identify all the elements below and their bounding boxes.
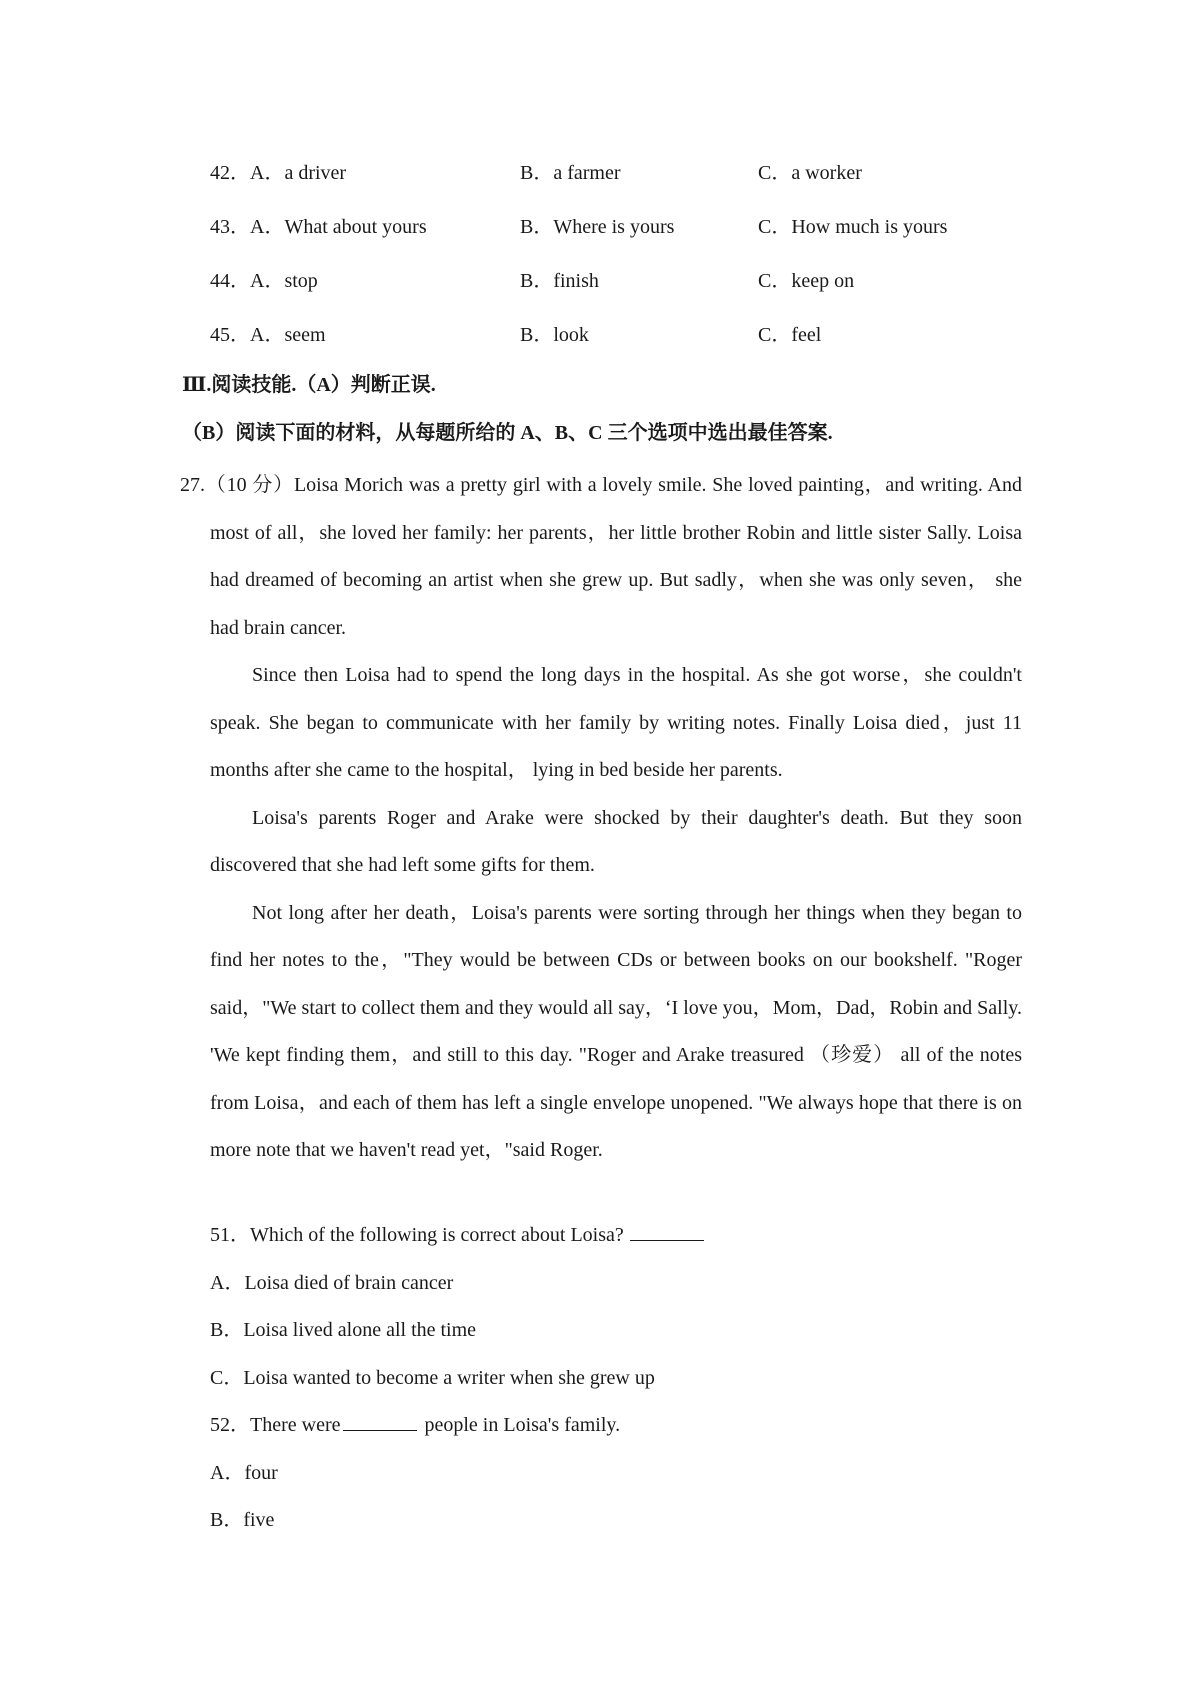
option-42-c: C．a worker xyxy=(758,162,862,184)
option-45-c: C．feel xyxy=(758,324,822,346)
option-row-45 xyxy=(210,320,1030,350)
question-51-option-c: C．Loisa wanted to become a writer when she grew up xyxy=(210,1366,655,1389)
option-43-a: 43．A．What about yours xyxy=(210,216,427,238)
option-43-b: B．Where is yours xyxy=(520,216,675,238)
answer-blank-52 xyxy=(343,1410,417,1431)
option-44-c: C．keep on xyxy=(758,270,855,292)
question-52-option-b: B．five xyxy=(210,1509,275,1531)
option-row-42 xyxy=(210,158,1030,188)
option-row-43 xyxy=(210,212,1030,242)
reading-passage xyxy=(180,462,1022,1175)
passage-paragraph-3: Loisa's parents Roger and Arake were shocked by their daughter's death. But they soon discovered that she had left some gifts for them. xyxy=(210,806,1022,876)
question-51-stem: 51．Which of the following is correct about Loisa? xyxy=(210,1224,624,1246)
section-sub-heading: （B）阅读下面的材料，从每题所给的 A、B、C 三个选项中选出最佳答案. xyxy=(182,422,833,444)
question-51-option-a: A．Loisa died of brain cancer xyxy=(210,1271,454,1294)
question-51-option-b: B．Loisa lived alone all the time xyxy=(210,1319,477,1341)
question-52-stem-after: people in Loisa's family. xyxy=(424,1414,621,1436)
passage-paragraph-1: 27.（10 分）Loisa Morich was a pretty girl with a lovely smile. She loved painting，and writing. And most of all，she loved her family: her parents，her little brother Robin and little sister Sally. Loisa had dreamed of becoming an artist when she grew up. But sadly，when she was only seven， she had brain cancer. xyxy=(180,474,1022,639)
option-45-b: B．look xyxy=(520,324,589,346)
answer-blank-51 xyxy=(630,1220,704,1241)
option-42-b: B．a farmer xyxy=(520,162,621,184)
option-43-c: C．How much is yours xyxy=(758,216,948,238)
question-52-stem-before: 52．There were xyxy=(210,1414,341,1436)
option-42-a: 42．A．a driver xyxy=(210,162,347,184)
passage-paragraph-2: Since then Loisa had to spend the long days in the hospital. As she got worse，she couldn't speak. She began to communicate with her family by writing notes. Finally Loisa died，just 11 months after she came to the hospital， lying in bed beside her parents. xyxy=(210,664,1022,781)
question-block xyxy=(210,1212,1010,1545)
option-44-a: 44．A．stop xyxy=(210,270,318,292)
question-51 xyxy=(210,1212,1010,1260)
question-52-option-a: A．four xyxy=(210,1461,278,1484)
option-row-44 xyxy=(210,266,1030,296)
option-45-a: 45．A．seem xyxy=(210,324,326,346)
passage-paragraph-4: Not long after her death，Loisa's parents were sorting through her things when they began to find her notes to the，"They would be between CDs or between books on our bookshelf. "Roger said，"We start to collect them and they would all say，‘I love you，Mom，Dad，Robin and Sally. 'We kept finding them，and still to this day. "Roger and Arake treasured （珍爱） all of the notes from Loisa，and each of them has left a single envelope unopened. "We always hope that there is on more note that we haven't read yet，"said Roger. xyxy=(210,901,1022,1161)
option-44-b: B．finish xyxy=(520,270,599,292)
section-heading: Ⅲ.阅读技能.（A）判断正误. xyxy=(182,374,436,396)
question-52 xyxy=(210,1402,1010,1450)
